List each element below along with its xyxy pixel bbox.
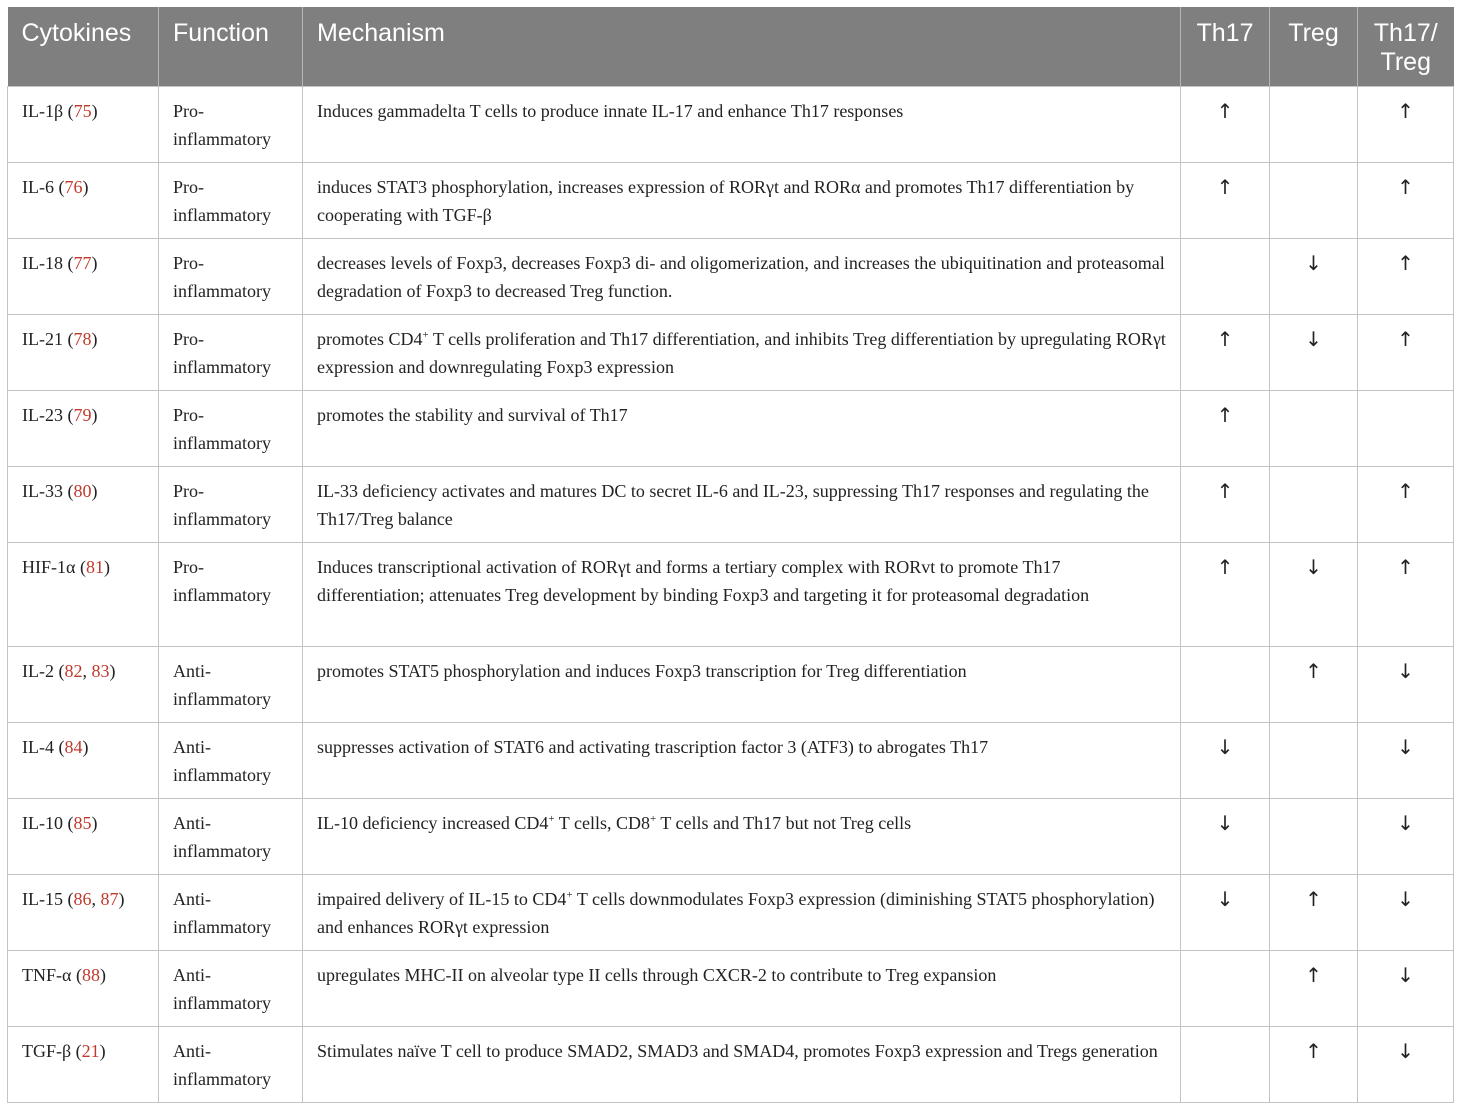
function-label-line2: inflammatory	[173, 585, 271, 605]
th17-treg-ratio-cell: ↓	[1358, 723, 1454, 799]
cytokine-cell: IL-1β (75)	[8, 87, 159, 163]
reference-link[interactable]: 81	[85, 557, 104, 577]
table-row	[8, 239, 1454, 315]
superscript: +	[422, 329, 429, 341]
mechanism-cell: Stimulates naïve T cell to produce SMAD2, SMAD3 and SMAD4, promotes Foxp3 expression and Tregs generation	[303, 1027, 1181, 1103]
reference-link[interactable]: 82	[64, 661, 83, 681]
reference-link[interactable]: 87	[100, 889, 119, 909]
th17-effect-cell: ↑	[1181, 391, 1270, 467]
cytokine-name: IL-4	[22, 737, 54, 757]
treg-effect-cell: ↓	[1270, 543, 1358, 647]
treg-effect-cell	[1270, 87, 1358, 163]
header-ratio-line2: Treg	[1380, 48, 1431, 76]
treg-effect-cell: ↓	[1270, 315, 1358, 391]
th17-treg-ratio-cell: ↓	[1358, 647, 1454, 723]
function-label-line1: Pro-	[173, 101, 204, 121]
function-label-line1: Pro-	[173, 481, 204, 501]
cytokine-name: TGF-β	[22, 1041, 72, 1061]
mechanism-cell: suppresses activation of STAT6 and activating trascription factor 3 (ATF3) to abrogates Th17	[303, 723, 1181, 799]
th17-effect-cell: ↑	[1181, 87, 1270, 163]
cytokine-cell: HIF-1α (81)	[8, 543, 159, 647]
reference-link[interactable]: 79	[73, 405, 92, 425]
cytokine-cell: IL-33 (80)	[8, 467, 159, 543]
superscript: +	[548, 813, 555, 825]
function-label-line2: inflammatory	[173, 765, 271, 785]
reference-link[interactable]: 21	[81, 1041, 100, 1061]
reference-link[interactable]: 88	[81, 965, 100, 985]
th17-treg-ratio-cell: ↑	[1358, 543, 1454, 647]
function-label-line2: inflammatory	[173, 509, 271, 529]
table-body	[8, 87, 1454, 1103]
treg-effect-cell: ↑	[1270, 951, 1358, 1027]
header-ratio-line1: Th17/	[1373, 19, 1438, 47]
table-row	[8, 391, 1454, 467]
treg-effect-cell	[1270, 467, 1358, 543]
mechanism-cell: Induces gammadelta T cells to produce innate IL-17 and enhance Th17 responses	[303, 87, 1181, 163]
th17-effect-cell: ↑	[1181, 467, 1270, 543]
table-row	[8, 163, 1454, 239]
table-row	[8, 467, 1454, 543]
cytokine-cell: IL-18 (77)	[8, 239, 159, 315]
treg-effect-cell: ↑	[1270, 875, 1358, 951]
function-label-line2: inflammatory	[173, 357, 271, 377]
header-row	[8, 7, 1454, 87]
mechanism-cell: decreases levels of Foxp3, decreases Foxp3 di- and oligomerization, and increases the ubiquitination and proteasomal degradation of Foxp3 to decreased Treg function.	[303, 239, 1181, 315]
function-label-line1: Pro-	[173, 405, 204, 425]
function-cell	[159, 87, 303, 163]
function-label-line1: Pro-	[173, 329, 204, 349]
treg-effect-cell	[1270, 723, 1358, 799]
cytokine-cell: IL-15 (86, 87)	[8, 875, 159, 951]
mechanism-cell: promotes STAT5 phosphorylation and induces Foxp3 transcription for Treg differentiation	[303, 647, 1181, 723]
th17-treg-ratio-cell: ↓	[1358, 1027, 1454, 1103]
mechanism-cell: promotes the stability and survival of Th17	[303, 391, 1181, 467]
cytokine-cell: TNF-α (88)	[8, 951, 159, 1027]
table-row	[8, 543, 1454, 647]
cytokine-cell: IL-10 (85)	[8, 799, 159, 875]
table-row	[8, 723, 1454, 799]
th17-effect-cell: ↑	[1181, 315, 1270, 391]
treg-effect-cell	[1270, 163, 1358, 239]
function-label-line2: inflammatory	[173, 993, 271, 1013]
table-row	[8, 647, 1454, 723]
cytokine-name: IL-15	[22, 889, 63, 909]
mechanism-cell: induces STAT3 phosphorylation, increases expression of RORγt and RORα and promotes Th17 differentiation by cooperating with TGF-β	[303, 163, 1181, 239]
th17-effect-cell: ↑	[1181, 163, 1270, 239]
cytokine-name: IL-21	[22, 329, 63, 349]
cytokine-cell: IL-23 (79)	[8, 391, 159, 467]
reference-link[interactable]: 76	[64, 177, 83, 197]
function-cell	[159, 163, 303, 239]
header-treg: Treg	[1270, 7, 1358, 87]
mechanism-cell: promotes CD4+ T cells proliferation and Th17 differentiation, and inhibits Treg differentiation by upregulating RORγt expression and downregulating Foxp3 expression	[303, 315, 1181, 391]
th17-treg-ratio-cell: ↑	[1358, 239, 1454, 315]
function-label-line1: Pro-	[173, 557, 204, 577]
cytokine-name: IL-2	[22, 661, 54, 681]
function-cell	[159, 647, 303, 723]
cytokine-name: IL-23	[22, 405, 63, 425]
header-cytokines: Cytokines	[8, 7, 159, 87]
function-cell	[159, 1027, 303, 1103]
cytokine-name: IL-18	[22, 253, 63, 273]
cytokine-cell: TGF-β (21)	[8, 1027, 159, 1103]
function-label-line2: inflammatory	[173, 281, 271, 301]
function-label-line2: inflammatory	[173, 129, 271, 149]
reference-link[interactable]: 85	[73, 813, 92, 833]
table-row	[8, 875, 1454, 951]
reference-link[interactable]: 83	[91, 661, 110, 681]
cytokine-name: HIF-1α	[22, 557, 76, 577]
table-row	[8, 799, 1454, 875]
treg-effect-cell: ↑	[1270, 647, 1358, 723]
table-row	[8, 1027, 1454, 1103]
header-th17-treg-ratio	[1358, 7, 1454, 87]
reference-link[interactable]: 84	[64, 737, 83, 757]
cytokine-name: IL-6	[22, 177, 54, 197]
treg-effect-cell: ↑	[1270, 1027, 1358, 1103]
function-label-line1: Anti-	[173, 889, 211, 909]
cytokine-name: IL-1β	[22, 101, 64, 121]
cytokine-cell: IL-21 (78)	[8, 315, 159, 391]
function-label-line1: Anti-	[173, 737, 211, 757]
th17-treg-ratio-cell: ↑	[1358, 467, 1454, 543]
function-label-line2: inflammatory	[173, 1069, 271, 1089]
th17-effect-cell: ↓	[1181, 799, 1270, 875]
th17-treg-ratio-cell	[1358, 391, 1454, 467]
function-cell	[159, 951, 303, 1027]
th17-effect-cell	[1181, 1027, 1270, 1103]
table-row	[8, 315, 1454, 391]
header-mechanism: Mechanism	[303, 7, 1181, 87]
mechanism-cell: IL-33 deficiency activates and matures DC to secret IL-6 and IL-23, suppressing Th17 responses and regulating the Th17/Treg balance	[303, 467, 1181, 543]
th17-treg-ratio-cell: ↑	[1358, 315, 1454, 391]
treg-effect-cell	[1270, 799, 1358, 875]
function-cell	[159, 467, 303, 543]
th17-effect-cell	[1181, 647, 1270, 723]
th17-treg-ratio-cell: ↓	[1358, 875, 1454, 951]
function-cell	[159, 723, 303, 799]
cytokine-cell: IL-2 (82, 83)	[8, 647, 159, 723]
table-row	[8, 951, 1454, 1027]
function-label-line1: Anti-	[173, 661, 211, 681]
function-cell	[159, 239, 303, 315]
mechanism-cell: Induces transcriptional activation of RORγt and forms a tertiary complex with RORvt to promote Th17 differentiation; attenuates Treg development by binding Foxp3 and targeting it for proteasomal degradation	[303, 543, 1181, 647]
th17-effect-cell: ↓	[1181, 875, 1270, 951]
th17-treg-ratio-cell: ↑	[1358, 163, 1454, 239]
function-label-line2: inflammatory	[173, 205, 271, 225]
superscript: +	[649, 813, 657, 825]
function-label-line1: Anti-	[173, 813, 211, 833]
function-cell	[159, 543, 303, 647]
function-cell	[159, 315, 303, 391]
function-label-line2: inflammatory	[173, 841, 271, 861]
reference-link[interactable]: 77	[73, 253, 92, 273]
treg-effect-cell	[1270, 391, 1358, 467]
function-cell	[159, 875, 303, 951]
th17-effect-cell	[1181, 951, 1270, 1027]
function-label-line1: Anti-	[173, 965, 211, 985]
th17-treg-ratio-cell: ↓	[1358, 799, 1454, 875]
treg-effect-cell: ↓	[1270, 239, 1358, 315]
function-label-line1: Pro-	[173, 253, 204, 273]
reference-link[interactable]: 75	[73, 101, 92, 121]
function-label-line1: Pro-	[173, 177, 204, 197]
reference-link[interactable]: 78	[73, 329, 92, 349]
reference-link[interactable]: 80	[73, 481, 92, 501]
th17-effect-cell: ↑	[1181, 543, 1270, 647]
th17-effect-cell	[1181, 239, 1270, 315]
cytokine-table	[7, 7, 1454, 1103]
th17-treg-ratio-cell: ↓	[1358, 951, 1454, 1027]
cytokine-name: TNF-α	[22, 965, 72, 985]
header-function: Function	[159, 7, 303, 87]
function-label-line2: inflammatory	[173, 689, 271, 709]
function-label-line2: inflammatory	[173, 433, 271, 453]
function-cell	[159, 799, 303, 875]
function-label-line1: Anti-	[173, 1041, 211, 1061]
cytokine-cell: IL-4 (84)	[8, 723, 159, 799]
function-label-line2: inflammatory	[173, 917, 271, 937]
table-row	[8, 87, 1454, 163]
th17-treg-ratio-cell: ↑	[1358, 87, 1454, 163]
superscript: +	[566, 889, 573, 901]
mechanism-cell: impaired delivery of IL-15 to CD4+ T cells downmodulates Foxp3 expression (diminishing STAT5 phosphorylation) and enhances RORγt expression	[303, 875, 1181, 951]
cytokine-name: IL-10	[22, 813, 63, 833]
cytokine-name: IL-33	[22, 481, 63, 501]
th17-effect-cell: ↓	[1181, 723, 1270, 799]
reference-link[interactable]: 86	[73, 889, 92, 909]
mechanism-cell: IL-10 deficiency increased CD4+ T cells, CD8+ T cells and Th17 but not Treg cells	[303, 799, 1181, 875]
function-cell	[159, 391, 303, 467]
mechanism-cell: upregulates MHC-II on alveolar type II cells through CXCR-2 to contribute to Treg expansion	[303, 951, 1181, 1027]
cytokine-cell: IL-6 (76)	[8, 163, 159, 239]
header-th17: Th17	[1181, 7, 1270, 87]
